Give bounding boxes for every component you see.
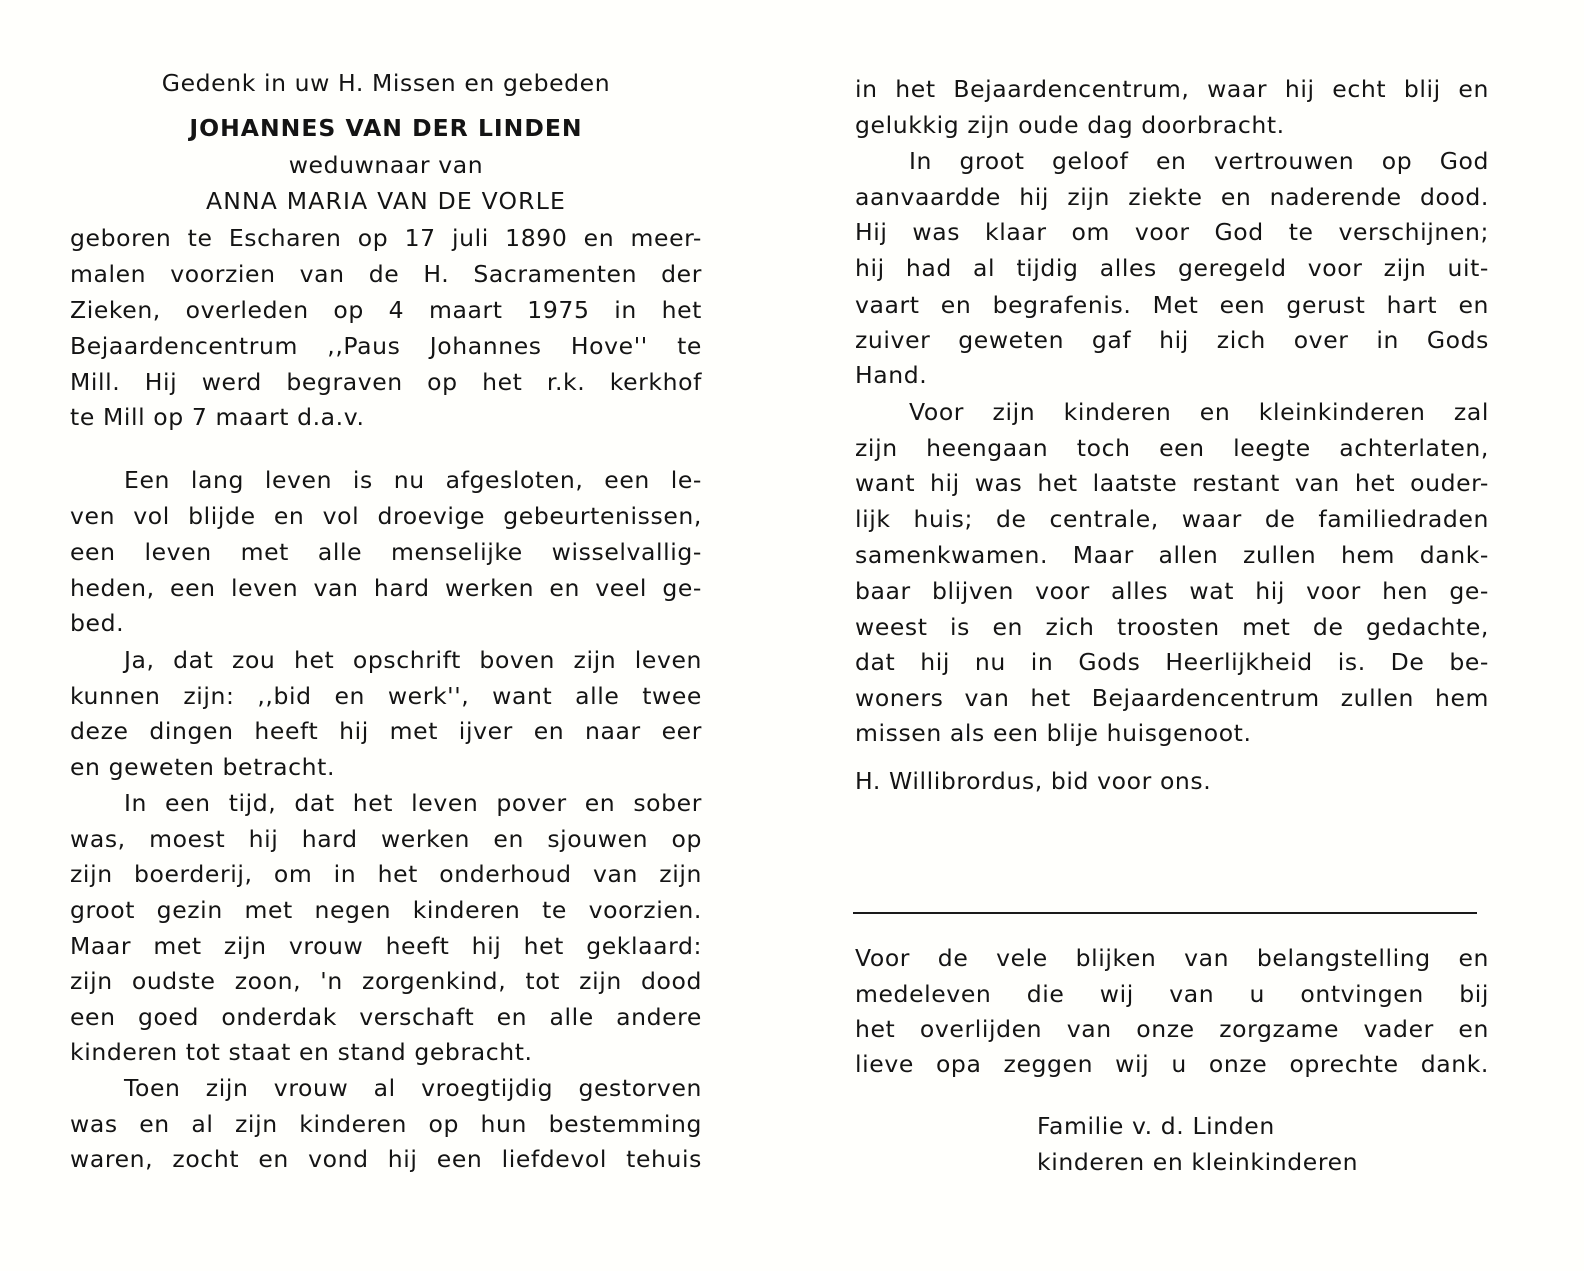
divider-line [853,912,1477,914]
text-line: en geweten betracht. [70,753,336,781]
text-line: want hij was het laatste restant van het ouder- [855,469,1489,497]
text-line: In een tijd, dat het leven pover en sober [124,789,702,817]
bio-line: Zieken, overleden op 4 maart 1975 in het [70,296,702,324]
text-line: medeleven die wij van u ontvingen bij [855,980,1489,1008]
bio-line: Mill. Hij werd begraven op het r.k. kerkhof [70,368,702,396]
text-line: In groot geloof en vertrouwen op God [909,147,1489,175]
text-line: gelukkig zijn oude dag doorbracht. [855,111,1285,139]
memorial-heading: Gedenk in uw H. Missen en gebeden [161,69,611,97]
bio-line: geboren te Escharen op 17 juli 1890 en meer- [70,224,702,252]
text-line: zuiver geweten gaf hij zich over in Gods [855,326,1489,354]
signature-family: Familie v. d. Linden [1037,1112,1275,1140]
text-line: Een lang leven is nu afgesloten, een le- [124,466,702,494]
prayer-invocation: H. Willibrordus, bid voor ons. [855,767,1212,795]
text-line: woners van het Bejaardencentrum zullen hem [855,684,1489,712]
text-line: ven vol blijde en vol droevige gebeurtenissen, [70,502,702,530]
text-line: heden, een leven van hard werken en veel ge- [70,574,702,602]
text-line: groot gezin met negen kinderen te voorzien. [70,896,702,924]
bio-line: Bejaardencentrum ,,Paus Johannes Hove'' te [70,332,702,360]
text-line: kinderen tot staat en stand gebracht. [70,1038,533,1066]
text-line: zijn heengaan toch een leegte achterlaten, [855,434,1489,462]
text-line: was en al zijn kinderen op hun bestemming [70,1110,702,1138]
text-line: Toen zijn vrouw al vroegtijdig gestorven [124,1074,702,1102]
deceased-name: JOHANNES VAN DER LINDEN [189,114,583,142]
text-line: hij had al tijdig alles geregeld voor zijn uit- [855,254,1489,282]
text-line: waren, zocht en vond hij een liefdevol tehuis [70,1145,702,1173]
relation-text: weduwnaar van [288,151,484,179]
spouse-name: ANNA MARIA VAN DE VORLE [205,187,567,215]
text-line: Voor de vele blijken van belangstelling en [855,944,1489,972]
text-line: zijn boerderij, om in het onderhoud van zijn [70,860,702,888]
text-line: dat hij nu in Gods Heerlijkheid is. De be- [855,648,1489,676]
text-line: Ja, dat zou het opschrift boven zijn leven [124,646,702,674]
text-line: Maar met zijn vrouw heeft hij het geklaard: [70,932,702,960]
signature-descendants: kinderen en kleinkinderen [1037,1148,1359,1176]
text-line: missen als een blije huisgenoot. [855,719,1252,747]
text-line: zijn oudste zoon, 'n zorgenkind, tot zijn dood [70,967,702,995]
text-line: vaart en begrafenis. Met een gerust hart en [855,291,1489,319]
text-line: bed. [70,609,125,637]
bio-line: te Mill op 7 maart d.a.v. [70,403,365,431]
text-line: Voor zijn kinderen en kleinkinderen zal [909,398,1489,426]
text-line: baar blijven voor alles wat hij voor hen ge- [855,577,1489,605]
text-line: samenkwamen. Maar allen zullen hem dank- [855,541,1489,569]
text-line: aanvaardde hij zijn ziekte en naderende dood. [855,183,1489,211]
text-line: een goed onderdak verschaft en alle andere [70,1003,702,1031]
text-line: deze dingen heeft hij met ijver en naar eer [70,717,702,745]
text-line: lijk huis; de centrale, waar de familiedraden [855,505,1489,533]
text-line: was, moest hij hard werken en sjouwen op [70,825,702,853]
text-line: een leven met alle menselijke wisselvallig- [70,538,702,566]
text-line: het overlijden van onze zorgzame vader en [855,1015,1489,1043]
text-line: in het Bejaardencentrum, waar hij echt blij en [855,75,1489,103]
text-line: Hand. [855,361,928,389]
text-line: weest is en zich troosten met de gedachte, [855,613,1489,641]
bio-line: malen voorzien van de H. Sacramenten der [70,260,702,288]
text-line: lieve opa zeggen wij u onze oprechte dank. [855,1050,1489,1078]
text-line: Hij was klaar om voor God te verschijnen; [855,218,1489,246]
text-line: kunnen zijn: ,,bid en werk'', want alle twee [70,682,702,710]
